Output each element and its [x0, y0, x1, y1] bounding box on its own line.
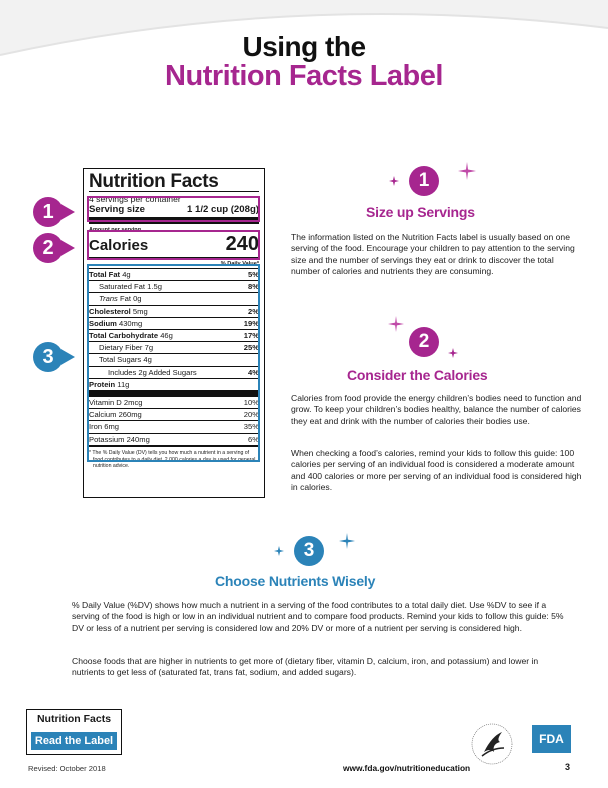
- section-1-text: The information listed on the Nutrition Facts label is usually based on one serving of the food. Encourage your children to pay attention to the serving size and the number of servings they eat or drink to discover the total number of calories and nutrients they are consuming.: [291, 232, 575, 277]
- page-number: 3: [565, 762, 571, 772]
- highlight-calories: [87, 230, 260, 260]
- section-2-heading: Consider the Calories: [347, 367, 488, 383]
- sparkle-icon: [389, 176, 399, 186]
- logo-top-text: Nutrition Facts: [36, 713, 112, 725]
- nutrient-row-total-carbohydrate: Total Carbohydrate 46g 17%: [89, 331, 259, 341]
- sparkle-icon: [388, 316, 404, 332]
- vitamin-row-vitamin-d: Vitamin D 2mcg 10%: [89, 398, 259, 408]
- section-1-heading: Size up Servings: [366, 204, 475, 220]
- marker-2-pointer: [61, 240, 75, 256]
- title-line-1: Using the: [242, 31, 366, 62]
- amount-per-serving: Amount per serving: [89, 227, 141, 233]
- nutrient-row-trans-fat: Trans Fat 0g: [89, 292, 259, 304]
- title-line-2: Nutrition Facts Label: [165, 60, 443, 93]
- marker-3: 3: [33, 342, 63, 372]
- highlight-nutrients: [87, 264, 260, 462]
- logo-button-text: Read the Label: [31, 732, 117, 750]
- nutrient-row-total-sugars: Total Sugars 4g: [89, 353, 259, 365]
- sparkle-icon: [339, 533, 355, 549]
- servings-per-container: 4 servings per container: [89, 194, 181, 204]
- marker-1: 1: [33, 197, 63, 227]
- vitamin-row-calcium: Calcium 260mg 20%: [89, 410, 259, 420]
- daily-value-header: % Daily Value*: [220, 261, 259, 267]
- section-3-heading: Choose Nutrients Wisely: [215, 573, 376, 589]
- nutrient-row-dietary-fiber: Dietary Fiber 7g 25%: [89, 341, 259, 353]
- sparkle-icon: [458, 162, 476, 180]
- label-heading: Nutrition Facts: [89, 171, 219, 192]
- section-3-text-1: % Daily Value (%DV) shows how much a nutrient in a serving of the food contributes to a total daily diet. Use %DV to see if a serving of the food is high or low in an individual nutrient and to compare food products. Remind your kids to follow this guide: 5% DV or less of a nutrient per serving is considered low and 20% DV or more of a nutrient per serving is considered high.: [72, 600, 564, 633]
- marker-1-pointer: [61, 204, 75, 220]
- fda-logo: FDA: [532, 725, 571, 753]
- nutrient-row-total-fat: Total Fat 4g 5%: [89, 270, 259, 279]
- highlight-servings: [87, 196, 260, 222]
- serving-size-label: Serving size: [89, 204, 145, 215]
- revised-date: Revised: October 2018: [28, 764, 106, 773]
- sparkle-icon: [448, 348, 458, 358]
- nutrient-row-protein: Protein 11g: [89, 378, 259, 390]
- footer-url: www.fda.gov/nutritioneducation: [343, 763, 471, 773]
- vitamin-row-iron: Iron 6mg 35%: [89, 422, 259, 432]
- calories-label: Calories: [89, 237, 149, 254]
- serving-size-value: 1 1/2 cup (208g): [187, 204, 259, 215]
- marker-2: 2: [33, 233, 63, 263]
- hhs-eagle-logo: [470, 722, 514, 766]
- label-footnote: * The % Daily Value (DV) tells you how much a nutrient in a serving of food contributes to a daily diet. 2,000 calories a day is used for general nutrition advice.: [89, 449, 256, 470]
- page-title: [0, 32, 608, 92]
- nutrient-row-cholesterol: Cholesterol 5mg 2%: [89, 306, 259, 316]
- nutrient-row-added-sugars: Includes 2g Added Sugars 4%: [89, 366, 259, 378]
- section-2-badge: 2: [409, 327, 439, 357]
- calories-value: 240: [225, 233, 259, 255]
- section-3-badge: 3: [294, 536, 324, 566]
- section-2-text-2: When checking a food’s calories, remind your kids to follow this guide: 100 calories per serving of an individual food is considered a moderate amount and 400 calories or more per serving of an individual food is considered high in calories.: [291, 448, 582, 493]
- section-3-text-2: Choose foods that are higher in nutrients to get more of (dietary fiber, vitamin D, calcium, iron, and potassium) and lower in nutrients to get less of (saturated fat, trans fat, sodium, and added sugars).: [72, 656, 539, 678]
- vitamin-row-potassium: Potassium 240mg 6%: [89, 434, 259, 444]
- nutrient-row-sodium: Sodium 430mg 19%: [89, 318, 259, 328]
- read-the-label-logo: [26, 709, 122, 755]
- nutrient-row-saturated-fat: Saturated Fat 1.5g 8%: [89, 280, 259, 292]
- section-1-badge: 1: [409, 166, 439, 196]
- section-2-text-1: Calories from food provide the energy children’s bodies need to function and grow. To keep your children’s bodies healthy, balance the number of calories they eat and drink with the number of calories their bodies use.: [291, 393, 582, 426]
- sparkle-icon: [274, 546, 284, 556]
- marker-3-pointer: [61, 349, 75, 365]
